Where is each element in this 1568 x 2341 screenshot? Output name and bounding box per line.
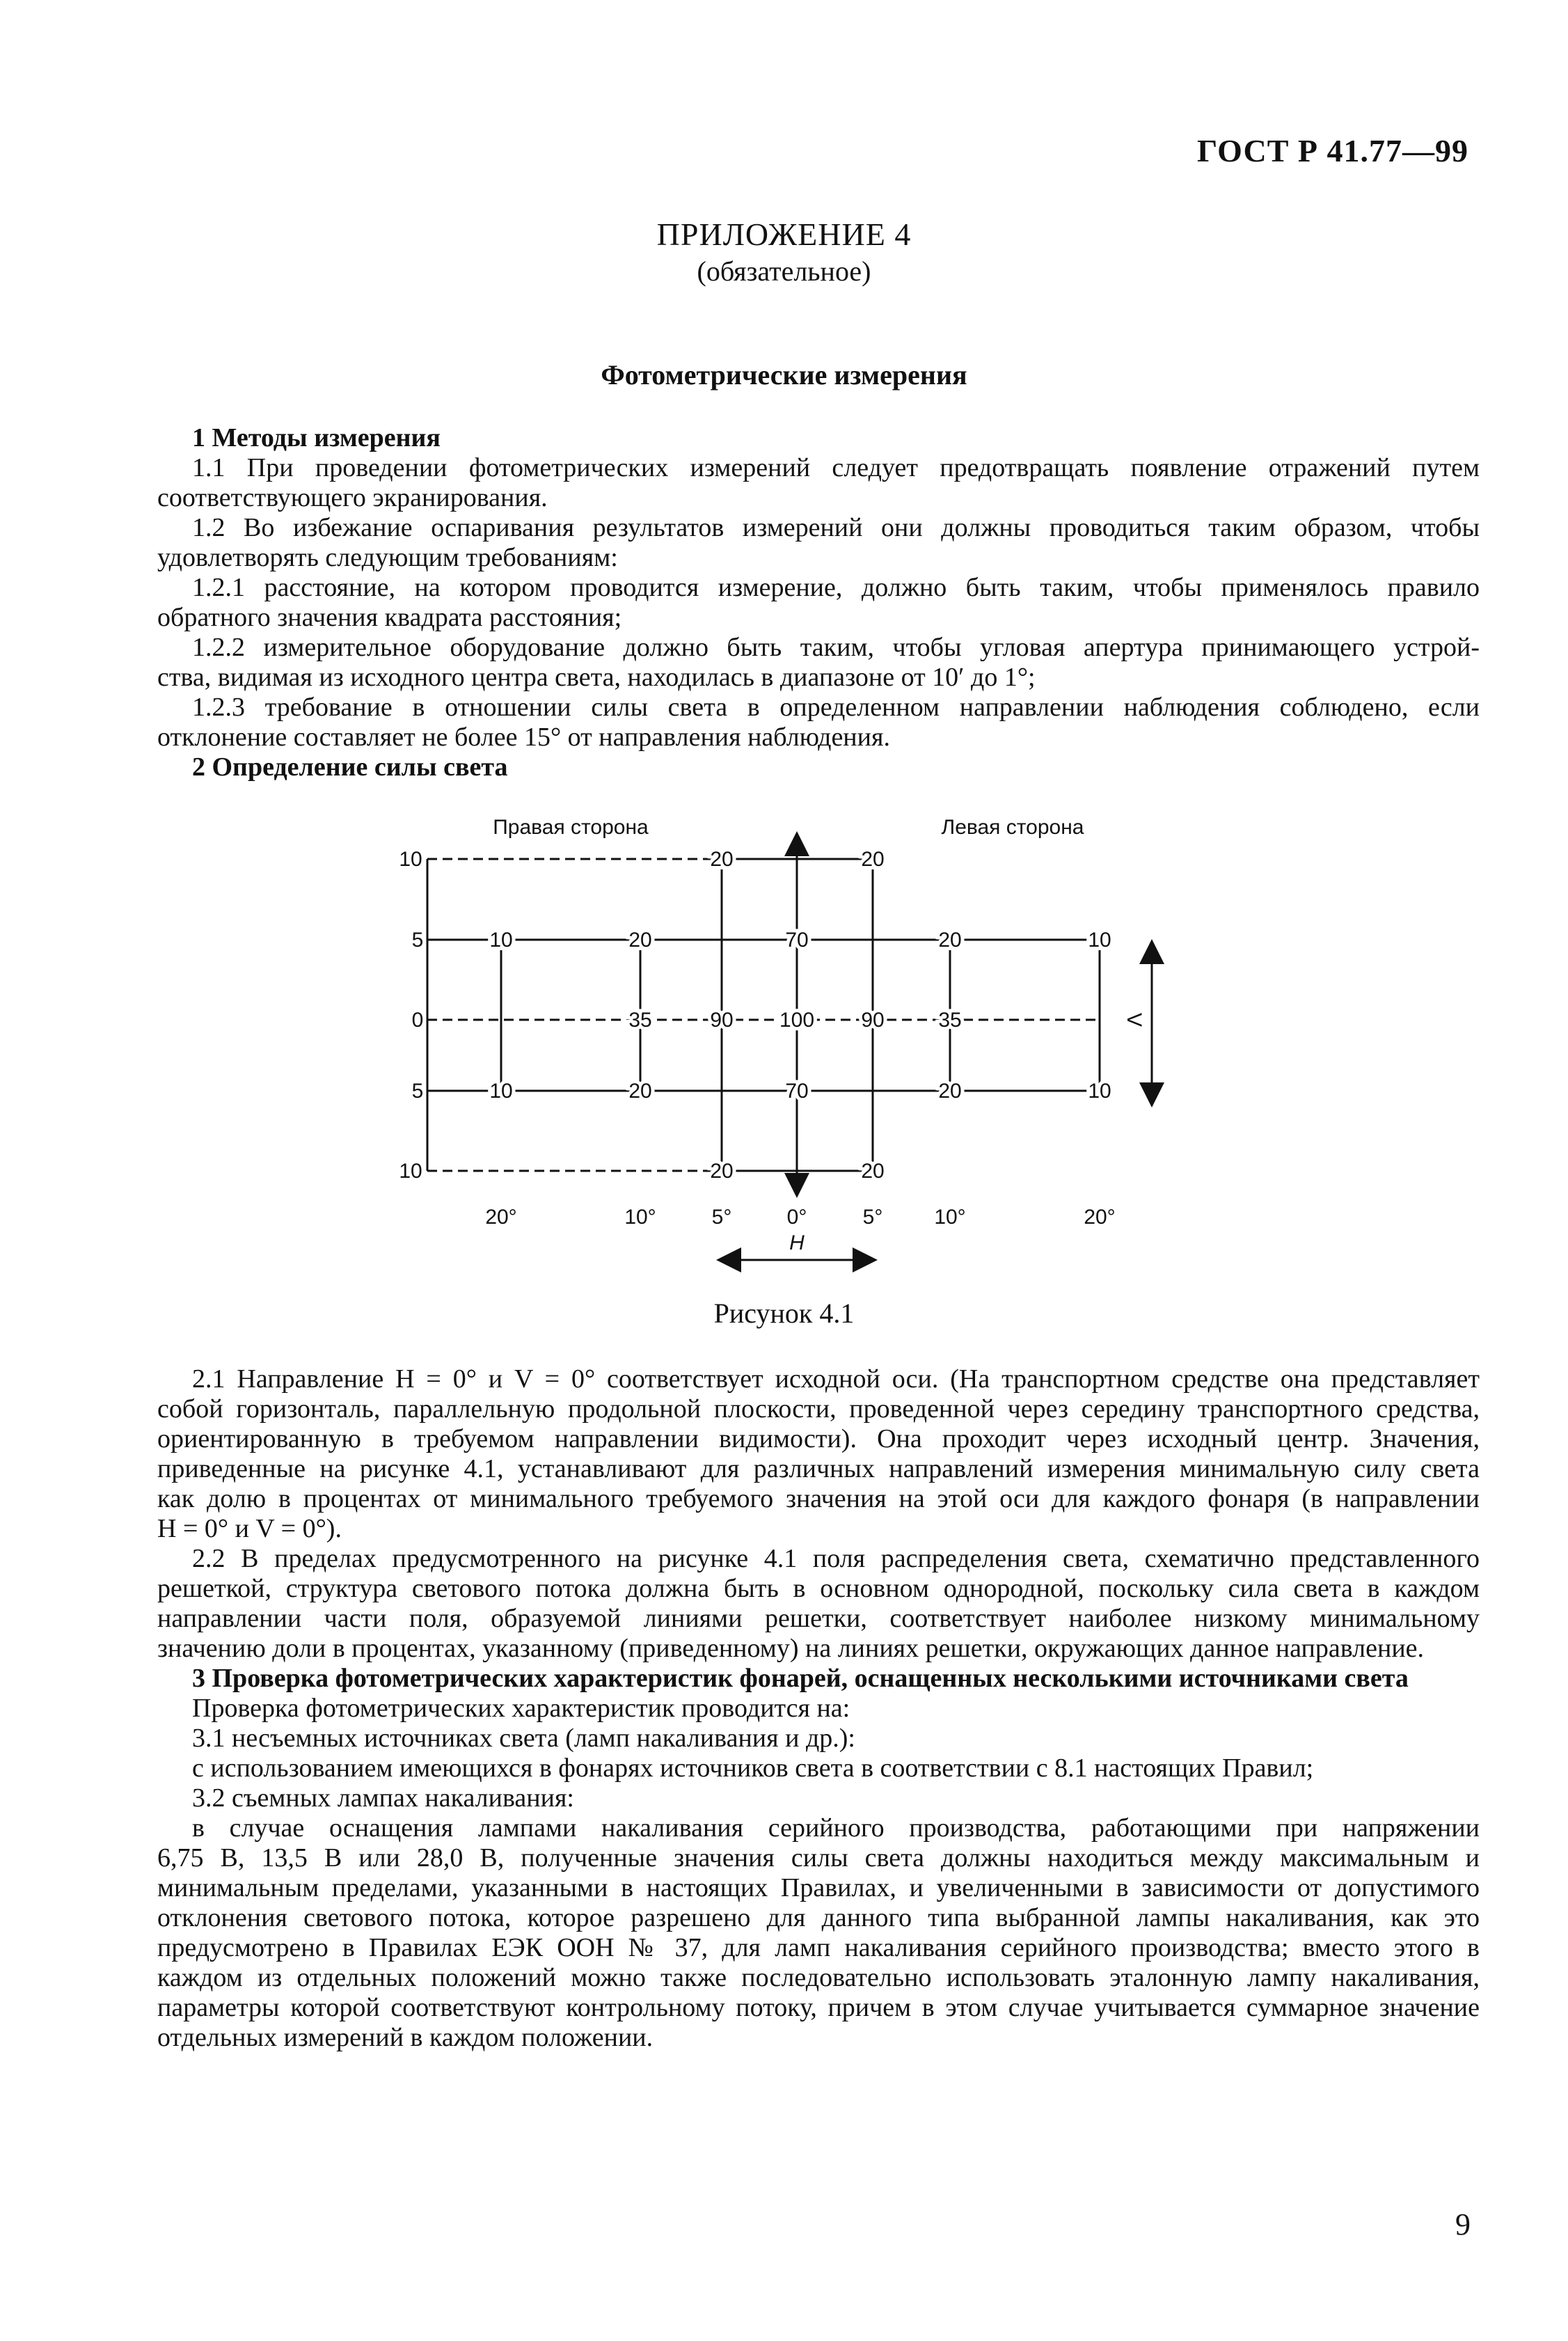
text-block-methods xyxy=(157,423,1480,782)
paragraph-line: 2.1 Направление H = 0° и V = 0° соответствует исходной оси. (На транспортном средстве она представляет xyxy=(192,1364,1480,1394)
paragraph-line: каждом из отдельных положений можно также последовательно использовать эталонную лампу накаливания, xyxy=(157,1963,1480,1992)
paragraph-line: в случае оснащения лампами накаливания серийного производства, работающими при напряжении xyxy=(192,1813,1480,1843)
paragraph-line: 3.1 несъемных источниках света (ламп накаливания и др.): xyxy=(192,1724,855,1753)
appendix-subtitle: (обязательное) xyxy=(697,255,871,287)
paragraph-line: 6,75 В, 13,5 В или 28,0 В, полученные значения силы света должны находиться между максимальным и xyxy=(157,1843,1480,1873)
grid-value: 10 xyxy=(489,1080,513,1103)
paragraph-line: 1.2 Во избежание оспаривания результатов измерений они должны проводиться таким образом, чтобы xyxy=(192,513,1480,542)
section-heading: 3 Проверка фотометрических характеристик фонарей, оснащенных несколькими источниками света xyxy=(192,1664,1409,1693)
col-label: 10° xyxy=(624,1206,656,1229)
grid-value: 20 xyxy=(628,929,652,952)
document-code: ГОСТ Р 41.77—99 xyxy=(1197,133,1468,168)
paragraph-line: отклонения светового потока, которое разрешено для данного типа выбранной лампы накаливания, как это xyxy=(157,1903,1480,1932)
paragraph-line: решеткой, структура светового потока должна быть в основном однородной, поскольку сила света в каждом xyxy=(157,1574,1480,1603)
grid-value: 10 xyxy=(1088,929,1111,952)
paragraph-line: ства, видимая из исходного центра света, находилась в диапазоне от 10′ до 1°; xyxy=(157,663,1036,692)
col-label: 20° xyxy=(1084,1206,1116,1229)
grid-lines xyxy=(427,835,1152,1260)
grid-value: 20 xyxy=(938,929,962,952)
row-label: 10 xyxy=(399,848,422,871)
paragraph-line: приведенные на рисунке 4.1, устанавливают для различных направлений измерения минимальную силу света xyxy=(157,1454,1480,1483)
label-left-side: Левая сторона xyxy=(941,816,1084,839)
light-distribution-grid-figure xyxy=(362,814,1197,1295)
v-axis-label: V xyxy=(1123,1012,1146,1027)
grid-value: 35 xyxy=(938,1009,962,1032)
paragraph-line: параметры которой соответствуют контрольному потоку, причем в этом случае учитывается суммарное значение xyxy=(157,1993,1480,2022)
figure-caption: Рисунок 4.1 xyxy=(713,1298,855,1329)
grid-value: 20 xyxy=(710,848,734,871)
paragraph-line: отклонение составляет не более 15° от направления наблюдения. xyxy=(157,723,890,752)
col-label: 5° xyxy=(711,1206,732,1229)
row-label: 5 xyxy=(411,929,424,952)
paragraph-line: как долю в процентах от минимального требуемого значения на этой оси для каждого фонаря (в направлении xyxy=(157,1484,1480,1513)
grid-value: 90 xyxy=(861,1009,885,1032)
paragraph-line: с использованием имеющихся в фонарях источников света в соответствии с 8.1 настоящих Правил; xyxy=(192,1753,1314,1783)
paragraph-line: 1.2.2 измерительное оборудование должно быть таким, чтобы угловая апертура принимающего устрой- xyxy=(192,633,1480,662)
paragraph-line: собой горизонталь, параллельную продольной плоскости, проведенной через середину транспортного средства, xyxy=(157,1394,1480,1424)
grid-value: 70 xyxy=(785,1080,809,1103)
paragraph-line: минимальным пределами, указанными в настоящих Правилах, и увеличенными в зависимости от допустимого xyxy=(157,1873,1480,1902)
col-label: 0° xyxy=(786,1206,807,1229)
row-label: 0 xyxy=(411,1009,424,1032)
grid-value: 35 xyxy=(628,1009,652,1032)
label-right-side: Правая сторона xyxy=(493,816,649,839)
col-label: 20° xyxy=(485,1206,517,1229)
page-number: 9 xyxy=(1455,2207,1471,2241)
row-label: 10 xyxy=(399,1160,422,1183)
grid-value: 90 xyxy=(710,1009,734,1032)
paragraph-line: ориентированную в требуемом направлении видимости). Она проходит через исходный центр. Значения, xyxy=(157,1424,1480,1453)
row-label: 5 xyxy=(411,1080,424,1103)
grid-labels xyxy=(399,816,1146,1254)
grid-value: 100 xyxy=(779,1009,815,1032)
section-title: Фотометрические измерения xyxy=(601,359,967,391)
col-label: 10° xyxy=(934,1206,966,1229)
grid-value: 20 xyxy=(861,848,885,871)
h-axis-label: H xyxy=(789,1231,805,1254)
appendix-title: ПРИЛОЖЕНИЕ 4 xyxy=(656,216,912,252)
grid-value: 10 xyxy=(489,929,513,952)
col-label: 5° xyxy=(862,1206,883,1229)
grid-value: 20 xyxy=(861,1160,885,1183)
paragraph-line: 3.2 съемных лампах накаливания: xyxy=(192,1783,574,1813)
paragraph-line: 1.2.1 расстояние, на котором проводится измерение, должно быть таким, чтобы применялось правило xyxy=(192,573,1480,602)
paragraph-line: 1.2.3 требование в отношении силы света в определенном направлении наблюдения соблюдено, если xyxy=(192,693,1480,722)
paragraph-line: H = 0° и V = 0°). xyxy=(157,1514,342,1543)
paragraph-line: направлении части поля, образуемой линиями решетки, соответствует наиболее низкому минимальному xyxy=(157,1604,1480,1633)
section-heading: 1 Методы измерения xyxy=(192,423,441,452)
paragraph-line: обратного значения квадрата расстояния; xyxy=(157,603,622,632)
grid-value: 20 xyxy=(628,1080,652,1103)
grid-value: 70 xyxy=(785,929,809,952)
paragraph-line: 2.2 В пределах предусмотренного на рисунке 4.1 поля распределения света, схематично представленного xyxy=(192,1544,1480,1573)
grid-value: 20 xyxy=(710,1160,734,1183)
paragraph-line: соответствующего экранирования. xyxy=(157,483,548,512)
grid-value: 10 xyxy=(1088,1080,1111,1103)
paragraph-line: отдельных измерений в каждом положении. xyxy=(157,2023,654,2052)
paragraph-line: Проверка фотометрических характеристик проводится на: xyxy=(192,1694,850,1723)
paragraph-line: предусмотрено в Правилах ЕЭК ООН № 37, для ламп накаливания серийного производства; вместо этого в xyxy=(157,1933,1480,1962)
paragraph-line: удовлетворять следующим требованиям: xyxy=(157,543,618,572)
paragraph-line: 1.1 При проведении фотометрических измерений следует предотвращать появление отражений путем xyxy=(192,453,1480,482)
paragraph-line: значению доли в процентах, указанному (приведенному) на линиях решетки, окружающих данное направление. xyxy=(157,1634,1425,1663)
section-heading: 2 Определение силы света xyxy=(192,752,508,782)
text-block-intensity xyxy=(157,1364,1480,2053)
grid-value: 20 xyxy=(938,1080,962,1103)
